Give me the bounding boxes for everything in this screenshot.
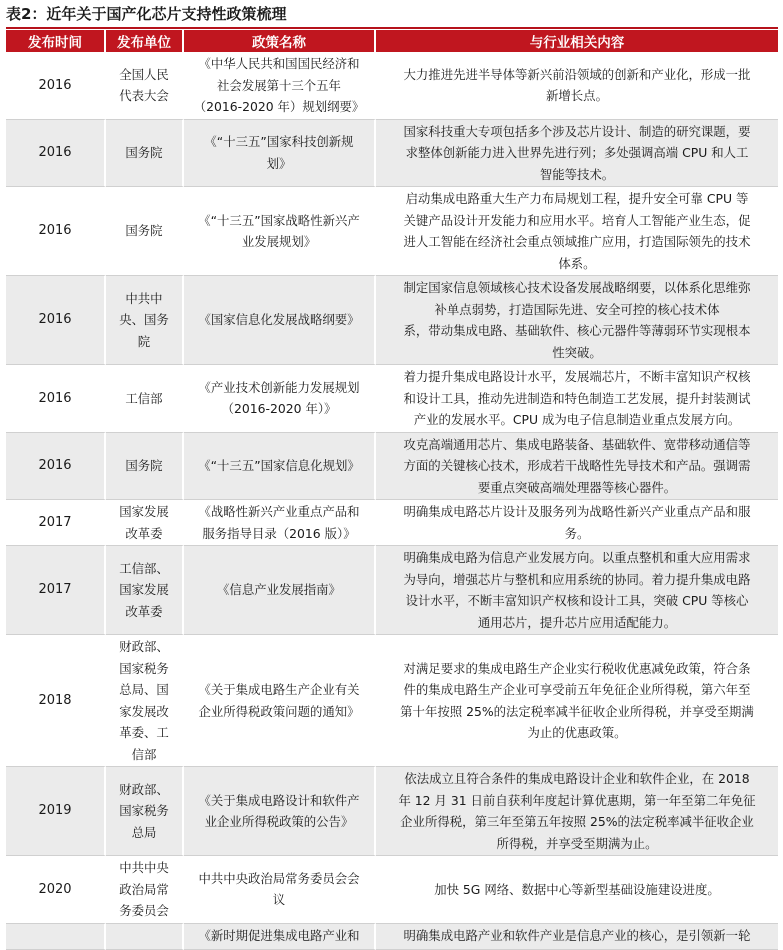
cell-policy-name-line: 《新时期促进集成电路产业和 xyxy=(198,928,360,944)
cell-issuing-unit-line: 中共中 xyxy=(125,290,163,306)
cell-policy-name xyxy=(184,120,376,188)
cell-related-content xyxy=(376,856,778,924)
cell-related-content xyxy=(376,187,778,276)
cell-issuing-unit xyxy=(106,856,184,924)
table-row xyxy=(6,433,778,501)
cell-policy-name-line: 划》 xyxy=(266,155,292,171)
cell-issuing-unit xyxy=(106,635,184,767)
cell-related-content-line: 第十年按照 25%的法定税率减半征收企业所得税，并享受至期满 xyxy=(400,703,754,719)
year-text: 2016 xyxy=(38,145,72,160)
cell-issuing-unit-line: 家发展改 xyxy=(119,703,169,719)
cell-release-date xyxy=(6,365,106,433)
cell-policy-name-line: 《中华人民共和国国民经济和 xyxy=(198,56,360,71)
cell-issuing-unit-line: 院 xyxy=(137,333,151,349)
cell-policy-name xyxy=(184,546,376,635)
cell-release-date xyxy=(6,433,106,501)
cell-related-content xyxy=(376,500,778,546)
cell-issuing-unit-line: 总局 xyxy=(131,824,157,840)
year-text: 2016 xyxy=(38,390,72,406)
cell-policy-name-line: 《产业技术创新能力发展规划 xyxy=(198,379,360,395)
cell-issuing-unit-line: 财政部、 xyxy=(119,781,169,797)
cell-related-content-line: 明确集成电路芯片设计及服务列为战略性新兴产业重点产品和服 xyxy=(403,504,751,519)
cell-issuing-unit-line: 国家发展 xyxy=(119,504,169,519)
cell-related-content xyxy=(376,52,778,120)
table-title: 表2：近年关于国产化芯片支持性政策梳理 xyxy=(6,5,287,23)
cell-related-content-line: 和设计工具，推动先进制造和特色制造工艺发展，提升封装测试 xyxy=(403,390,751,406)
cell-related-content-line: 体系。 xyxy=(558,255,596,271)
cell-related-content-line: 所得税，并享受至期满为止。 xyxy=(496,835,658,851)
cell-policy-name-line: 《“十三五”国家战略性新兴产 xyxy=(198,212,360,228)
cell-policy-name-line: 议 xyxy=(272,892,286,908)
cell-related-content xyxy=(376,924,778,950)
cell-release-date xyxy=(6,187,106,276)
cell-related-content-line: 件的集成电路生产企业可享受前五年免征企业所得税，第六年至 xyxy=(403,682,751,697)
cell-issuing-unit xyxy=(106,924,184,950)
cell-issuing-unit-line: 国家税务 xyxy=(119,803,169,819)
cell-release-date xyxy=(6,52,106,120)
cell-related-content-line: 国家科技重大专项包括多个涉及芯片设计、制造的研究课题，要 xyxy=(403,123,751,139)
cell-policy-name-line: 《“十三五”国家科技创新规 xyxy=(204,134,354,150)
cell-related-content-line: 新增长点。 xyxy=(546,88,608,104)
cell-related-content-line: 要重点突破高端处理器等核心器件。 xyxy=(477,479,677,495)
table-row xyxy=(6,365,778,433)
cell-issuing-unit-line: 代表大会 xyxy=(119,88,169,104)
cell-policy-name-line: 《关于集成电路生产企业有关 xyxy=(198,682,360,697)
cell-related-content-line: 明确集成电路为信息产业发展方向。以重点整机和重大应用需求 xyxy=(403,550,751,565)
year-text: 2016 xyxy=(38,458,72,473)
table-body xyxy=(6,52,778,950)
cell-issuing-unit xyxy=(106,120,184,188)
cell-related-content-line: 加快 5G 网络、数据中心等新型基础设施建设进度。 xyxy=(434,881,720,897)
year-text: 2016 xyxy=(38,312,72,328)
year-text: 2017 xyxy=(38,514,72,530)
header-related-content: 与行业相关内容 xyxy=(376,30,778,52)
cell-issuing-unit xyxy=(106,365,184,433)
cell-issuing-unit-line: 工信部、 xyxy=(119,560,169,576)
cell-release-date xyxy=(6,856,106,924)
cell-issuing-unit xyxy=(106,767,184,856)
year-text: 2020 xyxy=(38,881,72,897)
cell-policy-name-line: 服务指导目录（2016 版）》 xyxy=(202,525,356,541)
cell-issuing-unit xyxy=(106,276,184,365)
cell-policy-name-line: 《“十三五”国家信息化规划》 xyxy=(198,458,360,473)
cell-release-date xyxy=(6,120,106,188)
cell-related-content-line: 设计水平，不断丰富知识产权核和设计工具，突破 CPU 等核心 xyxy=(405,593,749,608)
header-issuing-unit: 发布单位 xyxy=(106,30,184,52)
cell-related-content-line: 攻克高端通用芯片、集成电路装备、基础软件、宽带移动通信等 xyxy=(403,436,751,452)
cell-related-content-line: 进人工智能在经济社会重点领域推广应用，打造国际领先的技术 xyxy=(403,234,751,249)
cell-related-content-line: 智能等技术。 xyxy=(539,166,615,182)
cell-related-content-line: 启动集成电路重大生产力布局规划工程，提升安全可靠 CPU 等 xyxy=(405,191,749,206)
cell-related-content xyxy=(376,635,778,767)
cell-policy-name xyxy=(184,924,376,950)
table-header-row xyxy=(6,30,778,52)
cell-issuing-unit-line: 国务院 xyxy=(125,458,163,473)
cell-policy-name xyxy=(184,635,376,767)
cell-issuing-unit-line: 全国人民 xyxy=(119,66,169,82)
cell-policy-name-line: （2016-2020 年）规划纲要》 xyxy=(193,99,365,114)
cell-related-content-line: 对满足要求的集成电路生产企业实行税收优惠减免政策，符合条 xyxy=(403,660,751,676)
cell-related-content-line: 明确集成电路产业和软件产业是信息产业的核心，是引领新一轮 xyxy=(403,928,751,944)
cell-issuing-unit-line: 总局、国 xyxy=(119,682,169,697)
cell-policy-name-line: 社会发展第十三个五年 xyxy=(217,77,341,93)
cell-release-date xyxy=(6,500,106,546)
year-text: 2016 xyxy=(38,223,72,239)
cell-issuing-unit xyxy=(106,52,184,120)
cell-issuing-unit-line: 财政部、 xyxy=(119,639,169,654)
cell-release-date xyxy=(6,924,106,950)
table-row xyxy=(6,500,778,546)
cell-policy-name xyxy=(184,856,376,924)
cell-policy-name xyxy=(184,767,376,856)
cell-policy-name-line: 《信息产业发展指南》 xyxy=(217,582,341,598)
cell-related-content-line: 为止的优惠政策。 xyxy=(527,725,627,740)
cell-policy-name xyxy=(184,52,376,120)
cell-related-content-line: 大力推进先进半导体等新兴前沿领域的创新和产业化，形成一批 xyxy=(403,66,751,82)
cell-policy-name-line: 业发展规划》 xyxy=(241,234,317,249)
cell-release-date xyxy=(6,546,106,635)
table-row xyxy=(6,546,778,635)
table-row xyxy=(6,276,778,365)
header-policy-name: 政策名称 xyxy=(184,30,376,52)
cell-related-content-line: 方面的关键核心技术，形成若干战略性先导技术和产品。强调需 xyxy=(403,458,751,473)
policy-table xyxy=(6,30,778,950)
cell-issuing-unit-line: 国务院 xyxy=(125,145,163,160)
cell-policy-name xyxy=(184,433,376,501)
cell-issuing-unit-line: 信部 xyxy=(131,746,157,762)
cell-issuing-unit xyxy=(106,500,184,546)
table-row xyxy=(6,120,778,188)
cell-policy-name xyxy=(184,365,376,433)
cell-issuing-unit xyxy=(106,187,184,276)
header-release-date: 发布时间 xyxy=(6,30,106,52)
cell-policy-name-line: 业企业所得税政策的公告》 xyxy=(204,814,354,829)
cell-issuing-unit-line: 改革委 xyxy=(125,525,163,541)
title-divider xyxy=(6,27,778,29)
table-row xyxy=(6,635,778,767)
cell-issuing-unit xyxy=(106,433,184,501)
table-row xyxy=(6,767,778,856)
cell-related-content-line: 着力提升集成电路设计水平，发展端芯片，不断丰富知识产权核 xyxy=(403,369,751,384)
cell-issuing-unit xyxy=(106,546,184,635)
table-row xyxy=(6,187,778,276)
year-text: 2016 xyxy=(38,77,72,93)
year-text: 2019 xyxy=(38,803,72,819)
cell-related-content-line: 产业的发展水平。CPU 成为电子信息制造业重点发展方向。 xyxy=(413,412,741,427)
year-text: 2018 xyxy=(38,692,72,708)
cell-issuing-unit-line: 务委员会 xyxy=(119,903,169,918)
table-row xyxy=(6,856,778,924)
cell-related-content xyxy=(376,365,778,433)
cell-policy-name-line: 《关于集成电路设计和软件产 xyxy=(198,792,360,808)
cell-policy-name xyxy=(184,500,376,546)
cell-release-date xyxy=(6,276,106,365)
cell-policy-name-line: 《国家信息化发展战略纲要》 xyxy=(198,312,360,328)
cell-related-content-line: 依法成立且符合条件的集成电路设计企业和软件企业，在 2018 xyxy=(404,771,750,786)
cell-related-content-line: 制定国家信息领域核心技术设备发展战略纲要，以体系化思维弥 xyxy=(403,280,751,295)
cell-related-content xyxy=(376,546,778,635)
cell-related-content-line: 关键产品设计开发能力和应用水平。培育人工智能产业生态，促 xyxy=(403,212,751,228)
cell-issuing-unit-line: 央、国务 xyxy=(119,312,169,328)
cell-related-content-line: 务。 xyxy=(564,525,590,541)
cell-issuing-unit-line: 中共中央 xyxy=(119,860,169,875)
cell-related-content-line: 年 12 月 31 日前自获利年度起计算优惠期，第一年至第二年免征 xyxy=(398,792,756,808)
cell-policy-name-line: （2016-2020 年）》 xyxy=(221,401,337,417)
cell-related-content xyxy=(376,433,778,501)
cell-policy-name-line: 企业所得税政策问题的通知》 xyxy=(198,703,360,719)
cell-release-date xyxy=(6,767,106,856)
cell-issuing-unit-line: 政治局常 xyxy=(119,881,169,897)
year-text: 2017 xyxy=(38,582,72,598)
cell-related-content-line: 企业所得税，第三年至第五年按照 25%的法定税率减半征收企业 xyxy=(400,814,754,829)
cell-release-date xyxy=(6,635,106,767)
cell-policy-name-line: 《战略性新兴产业重点产品和 xyxy=(198,504,360,519)
cell-issuing-unit-line: 革委、工 xyxy=(119,725,169,740)
cell-issuing-unit-line: 工信部 xyxy=(125,390,163,406)
table-row xyxy=(6,924,778,950)
cell-related-content-line: 为导向，增强芯片与整机和应用系统的协同。着力提升集成电路 xyxy=(403,571,751,587)
cell-related-content-line: 补单点弱势，打造国际先进、安全可控的核心技术体 xyxy=(434,301,720,317)
cell-policy-name xyxy=(184,276,376,365)
cell-issuing-unit-line: 国家发展 xyxy=(119,582,169,598)
cell-issuing-unit-line: 改革委 xyxy=(125,603,163,619)
cell-related-content xyxy=(376,767,778,856)
cell-related-content-line: 求整体创新能力进入世界先进行列；多处强调高端 CPU 和人工 xyxy=(405,145,749,160)
cell-issuing-unit-line: 国务院 xyxy=(125,223,163,239)
cell-related-content xyxy=(376,120,778,188)
cell-related-content xyxy=(376,276,778,365)
cell-related-content-line: 通用芯片，提升芯片应用适配能力。 xyxy=(477,614,677,630)
table-row xyxy=(6,52,778,120)
cell-related-content-line: 性突破。 xyxy=(552,344,602,360)
cell-related-content-line: 系，带动集成电路、基础软件、核心元器件等薄弱环节实现根本 xyxy=(403,323,751,338)
cell-issuing-unit-line: 国家税务 xyxy=(119,660,169,676)
cell-policy-name-line: 中共中央政治局常务委员会会 xyxy=(198,870,360,886)
cell-policy-name xyxy=(184,187,376,276)
